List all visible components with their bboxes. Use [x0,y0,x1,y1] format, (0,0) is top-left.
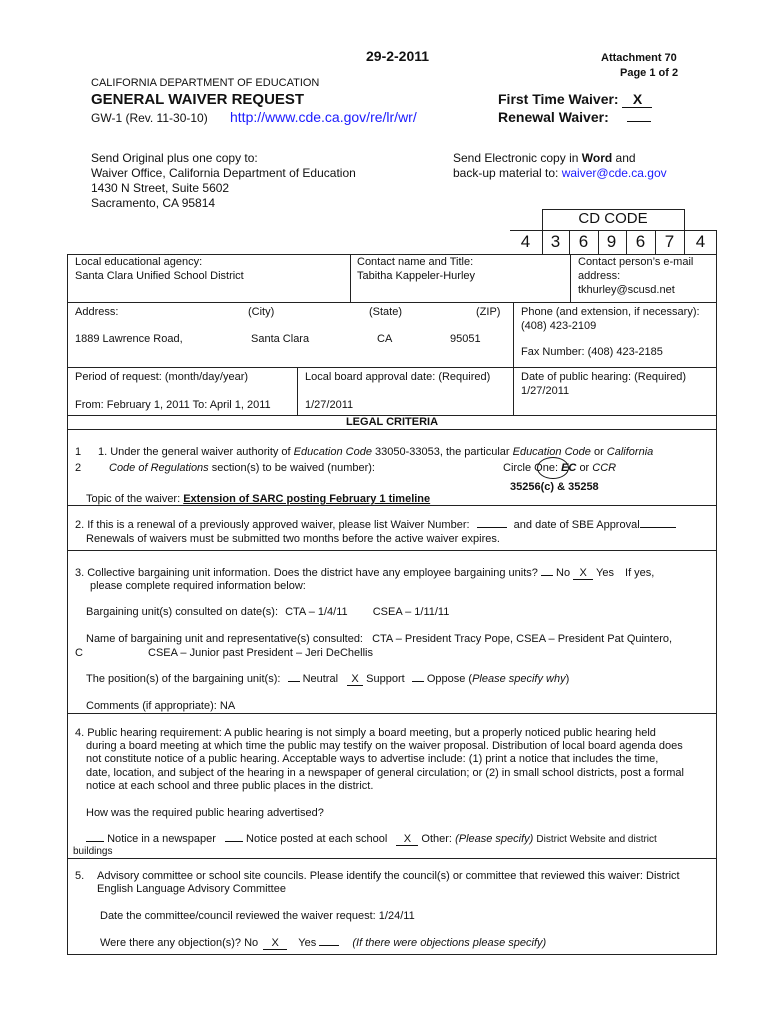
oppose-close: ) [565,673,570,685]
neutral-label: Neutral [302,673,339,685]
sbe-approval-blank [640,527,676,528]
consulted-csea: CSEA – 1/11/11 [372,606,450,618]
oppose-blank [412,681,424,682]
objections-yes-label: Yes [298,937,317,949]
waiver-number-blank [477,527,507,528]
board-approval-label: Local board approval date: (Required) [305,371,491,383]
legal-item1-ca: California [606,446,654,458]
bargaining-names-line1 [86,633,672,645]
send-original-line3: 1430 N Street, Suite 5602 [91,181,230,195]
board-approval-value: 1/27/2011 [305,399,354,411]
first-time-label: First Time Waiver: [498,91,619,107]
bargaining-if-yes: If yes, [625,567,655,579]
send-original-line4: Sacramento, CA 95814 [91,196,216,210]
send-electronic-prefix: Send Electronic copy in [453,151,582,165]
city-value: Santa Clara [251,333,310,345]
posted-blank [225,841,243,842]
circle-ccr: CCR [592,462,617,474]
circle-ec: EC [561,462,577,474]
cd-digit-4: 9 [606,232,617,251]
send-electronic-line1 [453,151,636,165]
newspaper-option: Notice in a newspaper [107,833,216,845]
item2-text-a: 2. If this is a renewal of a previously approved waiver, please list Waiver Number: [75,519,470,531]
state-value: CA [377,333,393,345]
contact-email: tkhurley@scusd.net [578,284,675,296]
period-label: Period of request: (month/day/year) [75,371,249,383]
item2-line1 [75,519,676,531]
item4-line3: not constitute notice of a public hearing. Acceptable ways to advertise include: (1) print a notice that includes the time, [86,753,659,765]
send-electronic-line2-prefix: back-up material to: [453,166,562,180]
legal-item1-line2 [109,462,375,474]
hearing-date-label: Date of public hearing: (Required) [521,371,687,383]
circle-one-label: Circle One: [503,462,559,474]
other-value: X [396,833,418,846]
buildings-text: buildings [73,846,113,857]
street-value: 1889 Lawrence Road, [75,333,183,345]
legal-item1-code2: Education Code [512,446,591,458]
attachment-number: Attachment 70 [601,52,677,64]
form-code: GW-1 (Rev. 11-30-10) [91,111,208,125]
item3-line1 [75,567,654,580]
cd-digit-2: 3 [550,232,561,251]
objections-line [100,937,546,950]
support-value: X [347,673,363,686]
oppose-italic: Please specify why [472,673,566,685]
neutral-blank [288,681,300,682]
cd-digit-6: 7 [664,232,675,251]
item5-line2: English Language Advisory Committee [97,883,286,895]
names-c: C [75,647,83,659]
bargaining-yes-label: Yes [596,567,614,579]
email-label-line1: Contact person’s e-mail [578,256,694,268]
renewal-label: Renewal Waiver: [498,109,609,125]
topic-line [86,493,430,505]
names-label: Name of bargaining unit and representative(s) consulted: [86,633,363,645]
bargaining-consulted [86,606,449,618]
legal-item1-line2-text: section(s) to be waived (number): [208,462,375,474]
other-value-text: District Website and district [536,834,657,845]
legal-item1-line1 [98,446,653,458]
other-italic: (Please specify) [455,833,534,845]
consulted-label: Bargaining unit(s) consulted on date(s): [86,606,278,618]
renewal-blank [627,121,651,122]
cd-digit-1: 4 [520,232,531,251]
bargaining-no-label: No [556,567,571,579]
waiver-email-link[interactable]: waiver@cde.ca.gov [561,166,667,180]
cd-code-label: CD CODE [578,210,648,227]
legal-criteria-heading: LEGAL CRITERIA [345,416,439,428]
ec-circle-mark [537,457,569,479]
form-title: GENERAL WAIVER REQUEST [91,91,305,108]
send-electronic-line2 [453,166,667,180]
form-date: 29-2-2011 [366,48,430,64]
item4-line5: notice at each school and three public places in the district. [86,780,374,792]
topic-value: Extension of SARC posting February 1 timeline [183,493,431,505]
item3-text: 3. Collective bargaining unit information. Does the district have any employee bargaining units? [75,567,538,579]
position-label: The position(s) of the bargaining unit(s): [86,673,281,685]
support-label: Support [366,673,405,685]
renewal-waiver [498,109,651,125]
legal-item1-b: 33050-33053, the particular [371,446,513,458]
hearing-date-value: 1/27/2011 [521,385,570,397]
cd-digit-3: 6 [578,232,589,251]
period-value: From: February 1, 2011 To: April 1, 2011 [75,399,271,411]
committee-date: Date the committee/council reviewed the waiver request: 1/24/11 [100,910,415,922]
names-value2: CSEA – Junior past President – Jeri DeChellis [148,647,373,659]
item5-line1: Advisory committee or school site councils. Please identify the council(s) or committee that reviewed this waiver: District [97,870,680,882]
phone-value: (408) 423-2109 [521,320,597,332]
item4-line1: 4. Public hearing requirement: A public hearing is not simply a board meeting, but a properly noticed public hearing held [75,727,656,739]
legal-num-1: 1 [75,446,82,458]
send-electronic-word: Word [581,151,613,165]
zip-value: 95051 [450,333,481,345]
fax-value: Fax Number: (408) 423-2185 [521,346,663,358]
bargaining-comments: Comments (if appropriate): NA [86,700,236,712]
first-time-value: X [622,91,652,108]
names-value1: CTA – President Tracy Pope, CSEA – President Pat Quintero, [372,633,673,645]
item4-line4: date, location, and subject of the hearing in a newspaper of general circulation; or (2) in small school districts, post a formal [86,767,684,779]
department-name: CALIFORNIA DEPARTMENT OF EDUCATION [91,77,320,89]
agency-value: Santa Clara Unified School District [75,270,244,282]
send-original-line1: Send Original plus one copy to: [91,151,258,165]
consulted-cta: CTA – 1/4/11 [285,606,348,618]
agency-label: Local educational agency: [75,256,203,268]
objections-yes-blank [319,945,339,946]
legal-num-2: 2 [75,462,82,474]
item4-question: How was the required public hearing advertised? [86,807,324,819]
bargaining-position [86,673,569,686]
contact-label: Contact name and Title: [357,256,474,268]
phone-label: Phone (and extension, if necessary): [521,306,700,318]
item3-line2: please complete required information below: [90,580,306,592]
objections-italic: (If there were objections please specify) [352,937,547,949]
oppose-label: Oppose ( [426,673,473,685]
email-label-line2: address: [578,270,621,282]
legal-ccr-italic: Code of Regulations [109,462,209,474]
posted-option: Notice posted at each school [246,833,388,845]
waiver-url-link[interactable]: http://www.cde.ca.gov/re/lr/wr/ [230,109,417,125]
city-label: (City) [248,306,275,318]
objections-no-value: X [263,937,287,950]
legal-item1-c: or [590,446,607,458]
legal-item1-code: Education Code [293,446,372,458]
newspaper-blank [86,841,104,842]
item4-line2: during a board meeting at which time the public may testify on the waiver proposal. Distribution of local board agenda does [86,740,683,752]
objections-label: Were there any objection(s)? No [100,937,259,949]
item5-number: 5. [75,870,85,882]
legal-item1-a: 1. Under the general waiver authority of [98,446,294,458]
page-number: Page 1 of 2 [620,67,679,79]
cd-digit-7: 4 [695,232,706,251]
hearing-options [86,833,657,846]
legal-sections: 35256(c) & 35258 [510,481,599,493]
send-electronic-suffix: and [612,151,636,165]
first-time-waiver [498,91,652,108]
item2-text-b: and date of SBE Approval [513,519,640,531]
item2-line2: Renewals of waivers must be submitted two months before the active waiver expires. [86,533,500,545]
send-original-line2: Waiver Office, California Department of Education [91,166,356,180]
other-label: Other: [421,833,452,845]
state-label: (State) [369,306,403,318]
contact-value: Tabitha Kappeler-Hurley [357,270,476,282]
bargaining-yes-value: X [573,567,593,580]
circle-or: or [579,462,590,474]
topic-label: Topic of the waiver: [86,493,181,505]
zip-label: (ZIP) [476,306,501,318]
bargaining-no-blank [541,575,553,576]
address-label: Address: [75,306,119,318]
cd-digit-5: 6 [635,232,646,251]
